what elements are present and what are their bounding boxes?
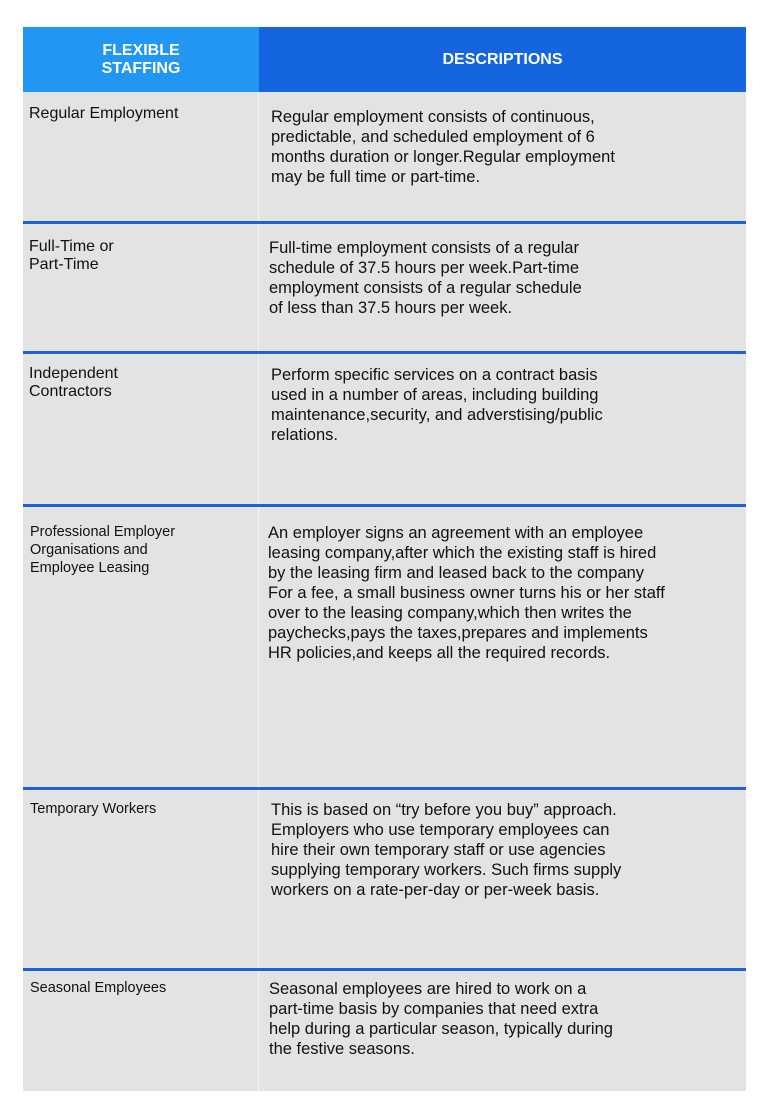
table-row xyxy=(23,504,746,787)
table-row xyxy=(23,351,746,504)
header-col2-label: DESCRIPTIONS xyxy=(442,50,563,68)
table-header xyxy=(23,27,746,92)
table-row xyxy=(23,787,746,968)
row-description: Perform specific services on a contract basis used in a number of areas, including building maintenance,security, and adverstising/public relations. xyxy=(271,366,603,444)
header-flexible-staffing xyxy=(23,27,259,92)
row-type: Regular Employment xyxy=(23,92,259,221)
row-description: Full-time employment consists of a regular schedule of 37.5 hours per week.Part-time employment consists of a regular schedule of less than 37.5 hours per week. xyxy=(269,239,582,317)
header-col1-label: FLEXIBLE STAFFING xyxy=(101,41,181,77)
row-type: Full-Time or Part-Time xyxy=(23,224,259,351)
row-type: Temporary Workers xyxy=(23,790,259,968)
header-descriptions xyxy=(259,27,746,92)
row-description: Seasonal employees are hired to work on a part-time basis by companies that need extra help during a particular season, typically during the festive seasons. xyxy=(269,980,613,1058)
table-row xyxy=(23,968,746,1091)
row-description: Regular employment consists of continuous, predictable, and scheduled employment of 6 months duration or longer.Regular employment may be full time or part-time. xyxy=(271,108,615,186)
row-description: This is based on “try before you buy” approach. Employers who use temporary employees can hire their own temporary staff or use agencies supplying temporary workers. Such firms supply workers on a rate-per-day or per-week basis. xyxy=(271,801,622,899)
row-type: Professional Employer Organisations and Employee Leasing xyxy=(23,507,259,787)
row-type: Independent Contractors xyxy=(23,354,259,504)
row-type: Seasonal Employees xyxy=(23,971,259,1091)
row-description: An employer signs an agreement with an employee leasing company,after which the existing staff is hired by the leasing firm and leased back to the company For a fee, a small business owner turns his or her staff over to the leasing company,which then writes the paychecks,pays the taxes,prepares and implements HR policies,and keeps all the required records. xyxy=(268,524,665,662)
flexible-staffing-table xyxy=(23,27,746,1091)
table-row xyxy=(23,92,746,221)
table-row xyxy=(23,221,746,351)
